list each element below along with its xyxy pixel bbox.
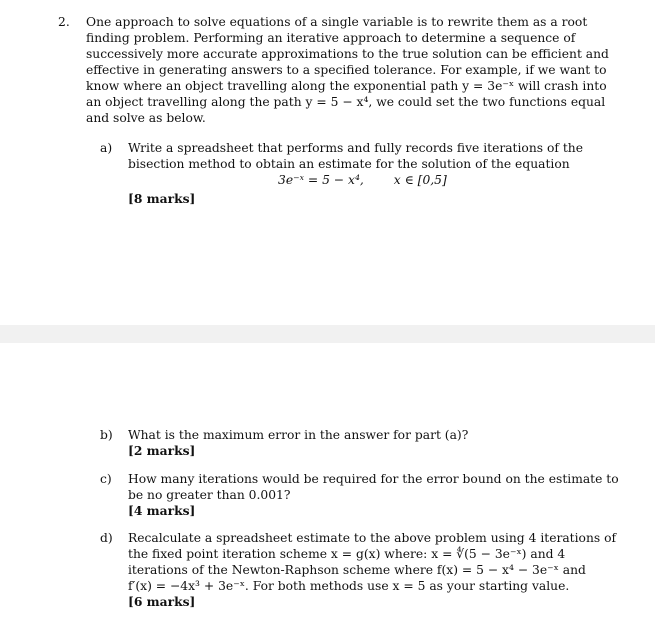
intro-line: and solve as below. bbox=[86, 111, 206, 125]
part-d-label: d) bbox=[100, 531, 113, 545]
page-bottom-section bbox=[0, 343, 655, 620]
part-b-line: What is the maximum error in the answer for part (a)? bbox=[128, 428, 469, 442]
intro-line: know where an object travelling along the exponential path y = 3e⁻ˣ will crash into bbox=[86, 79, 607, 93]
part-b-marks: [2 marks] bbox=[128, 443, 196, 458]
intro-line: effective in generating answers to a specified tolerance. For example, if we want to bbox=[86, 63, 607, 77]
part-a-line: bisection method to obtain an estimate for the solution of the equation bbox=[128, 157, 570, 171]
part-d-line: iterations of the Newton-Raphson scheme where f(x) = 5 − x⁴ − 3e⁻ˣ and bbox=[128, 563, 586, 577]
question-number: 2. bbox=[58, 15, 70, 29]
intro-line: successively more accurate approximations to the true solution can be efficient and bbox=[86, 47, 609, 61]
intro-line: an object travelling along the path y = 5 − x⁴, we could set the two functions equal bbox=[86, 95, 606, 109]
part-b-label: b) bbox=[100, 428, 113, 442]
part-d-marks: [6 marks] bbox=[128, 594, 196, 609]
part-d-line: f′(x) = −4x³ + 3e⁻ˣ. For both methods use x = 5 as your starting value. bbox=[128, 579, 570, 593]
question-intro bbox=[86, 14, 609, 126]
equation-text: 3e⁻ˣ = 5 − x⁴, bbox=[278, 173, 364, 187]
part-c-line: be no greater than 0.001? bbox=[128, 488, 291, 502]
equation-domain: x ∈ [0,5] bbox=[393, 173, 447, 187]
intro-line: finding problem. Performing an iterative approach to determine a sequence of bbox=[86, 31, 576, 45]
part-a-equation bbox=[128, 172, 598, 188]
intro-line: One approach to solve equations of a single variable is to rewrite them as a root bbox=[86, 15, 588, 29]
part-d-line: the fixed point iteration scheme x = g(x) where: x = ∜(5 − 3e⁻ˣ) and 4 bbox=[128, 547, 566, 561]
page-break-strip bbox=[0, 325, 655, 343]
part-a-line: Write a spreadsheet that performs and fully records five iterations of the bbox=[128, 141, 583, 155]
part-c-label: c) bbox=[100, 472, 112, 486]
part-c-line: How many iterations would be required for the error bound on the estimate to bbox=[128, 472, 619, 486]
part-a-label: a) bbox=[100, 141, 113, 155]
part-d-line: Recalculate a spreadsheet estimate to the above problem using 4 iterations of bbox=[128, 531, 617, 545]
part-c-marks: [4 marks] bbox=[128, 503, 196, 518]
part-a-marks: [8 marks] bbox=[128, 191, 196, 206]
